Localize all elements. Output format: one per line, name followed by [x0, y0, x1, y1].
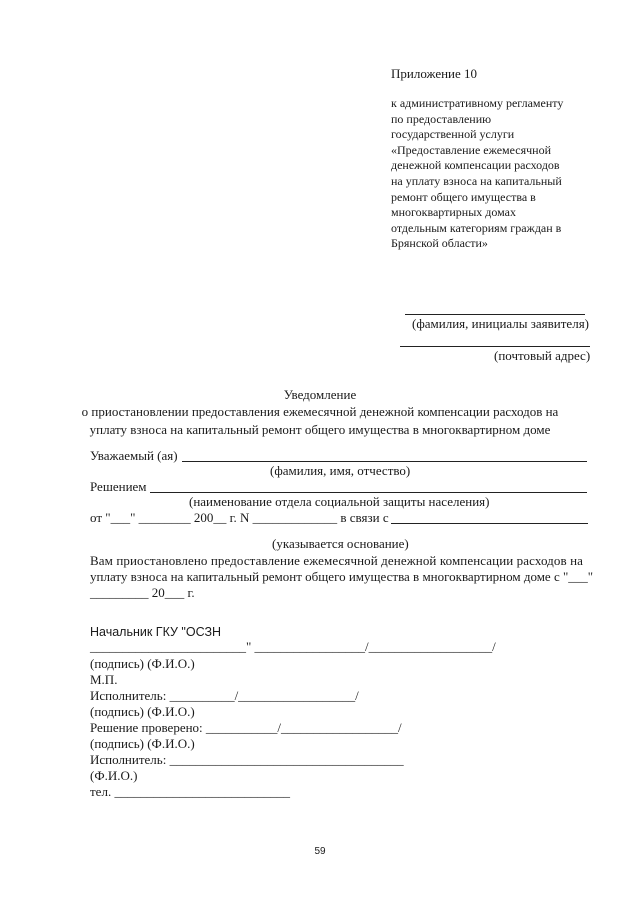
decision-date-line: от "___" ________ 200__ г. N _____________ в связи с: [90, 510, 389, 525]
salutation-label: Уважаемый (ая): [90, 448, 178, 463]
executor-signature-line: Исполнитель: __________/__________________/: [90, 688, 359, 703]
appendix-line: «Предоставление ежемесячной: [391, 142, 552, 157]
appendix-line: многоквартирных домах: [391, 205, 517, 220]
notice-subtitle-line1: о приостановлении предоставления ежемесячной денежной компенсации расходов на: [81, 404, 559, 419]
head-title: Начальник ГКУ "ОСЗН: [90, 625, 222, 639]
signature-fio-caption: (подпись) (Ф.И.О.): [90, 656, 195, 671]
signature-fio-caption: (подпись) (Ф.И.О.): [90, 704, 195, 719]
appendix-description: [391, 96, 621, 252]
notice-text-line2: уплату взноса на капитальный ремонт общего имущества в многоквартирном доме с "___": [90, 569, 594, 584]
stamp-label: М.П.: [90, 672, 118, 687]
decision-label: Решением: [90, 479, 147, 494]
appendix-line: Брянской области»: [391, 236, 488, 251]
appendix-title: Приложение 10: [391, 66, 478, 81]
appendix-line: ремонт общего имущества в: [391, 189, 536, 204]
reason-line: [391, 523, 588, 524]
postal-address-line: [400, 346, 590, 347]
head-signature-line: ________________________" _________________/___________________/: [90, 639, 496, 654]
page-number: 59: [314, 846, 326, 857]
signature-fio-caption: (подпись) (Ф.И.О.): [90, 736, 195, 751]
appendix-line: отдельным категориям граждан в: [391, 220, 562, 235]
appendix-line: государственной услуги: [391, 127, 515, 142]
notice-subtitle-line2: уплату взноса на капитальный ремонт общего имущества в многоквартирном доме: [89, 422, 551, 437]
fio-caption: (фамилия, имя, отчество): [270, 463, 411, 478]
appendix-line: к административному регламенту: [391, 96, 564, 110]
appendix-line: по предоставлению: [391, 111, 492, 126]
notice-text-line3: _________ 20___ г.: [90, 585, 195, 600]
appendix-line: денежной компенсации расходов: [391, 158, 560, 173]
reason-caption: (указывается основание): [272, 536, 409, 551]
executor2-line: Исполнитель: ____________________________________: [90, 752, 404, 767]
fio-only-caption: (Ф.И.О.): [90, 768, 138, 783]
notice-title: Уведомление: [283, 387, 357, 402]
department-line: [150, 492, 587, 493]
checked-signature-line: Решение проверено: ___________/__________________/: [90, 720, 402, 735]
applicant-name-caption: (фамилия, инициалы заявителя): [412, 316, 589, 331]
appendix-line: на уплату взноса на капитальный: [391, 173, 562, 188]
phone-line: тел. ___________________________: [90, 784, 290, 799]
notice-text-line1: Вам приостановлено предоставление ежемесячной денежной компенсации расходов на: [90, 553, 584, 568]
applicant-name-line: [405, 314, 585, 315]
salutation-fio-line: [182, 461, 587, 462]
postal-address-caption: (почтовый адрес): [494, 348, 591, 363]
department-caption: (наименование отдела социальной защиты населения): [189, 494, 490, 509]
